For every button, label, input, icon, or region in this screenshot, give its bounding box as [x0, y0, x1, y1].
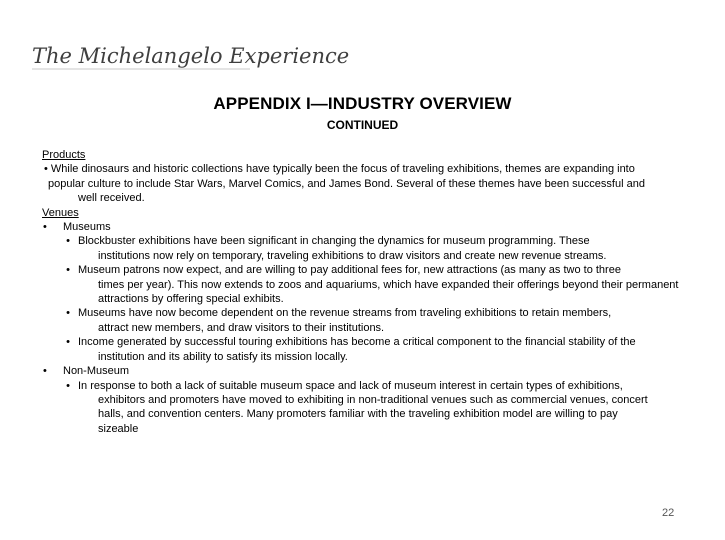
- bullet-glyph: •: [66, 307, 70, 320]
- products-paragraph-3: well received.: [78, 192, 145, 205]
- museums-item: [42, 220, 682, 234]
- list-item-text: Blockbuster exhibitions have been significant in changing the dynamics for museum programming. These: [78, 235, 590, 248]
- list-item-continuation: exhibitors and promoters have moved to exhibiting in non-traditional venues such as commercial venues, concert: [98, 393, 648, 406]
- page-title: APPENDIX I—INDUSTRY OVERVIEW: [213, 94, 512, 113]
- bullet-glyph: •: [43, 365, 47, 378]
- non-museum-points-list: [42, 379, 682, 437]
- non-museum-item: [42, 364, 682, 378]
- page-subtitle: CONTINUED: [326, 118, 399, 132]
- list-item-continuation: attract new members, and draw visitors to their institutions.: [98, 321, 385, 334]
- list-item: [66, 306, 682, 320]
- museums-label: Museums: [63, 221, 111, 234]
- michelangelo-experience-logo: [30, 38, 350, 74]
- products-heading: Products: [42, 149, 86, 161]
- bullet-glyph: •: [66, 235, 70, 248]
- bullet-glyph: •: [43, 221, 47, 234]
- venues-heading: Venues: [42, 206, 79, 219]
- list-item-text: In response to both a lack of suitable museum space and lack of museum interest in certain types of exhibitions,: [78, 379, 623, 392]
- products-paragraph-2: popular culture to include Star Wars, Marvel Comics, and James Bond. Several of these themes have been successful and: [48, 177, 645, 190]
- svg-text:The Michelangelo Experience: The Michelangelo Experience: [32, 44, 350, 68]
- list-item-text: Income generated by successful touring exhibitions has become a critical component to the financial stability of the: [78, 336, 636, 349]
- bullet-glyph: •: [44, 163, 48, 176]
- list-item-continuation: institutions now rely on temporary, traveling exhibitions to draw visitors and create new revenue streams.: [98, 249, 607, 262]
- list-item-continuation: institution and its ability to satisfy its mission locally.: [98, 350, 348, 363]
- list-item: [66, 234, 682, 248]
- list-item-continuation: times per year). This now extends to zoos and aquariums, which have expanded their offerings beyond their permanent attractions by offering special exhibits.: [98, 278, 679, 306]
- bullet-glyph: •: [66, 379, 70, 392]
- products-paragraph: [44, 162, 682, 176]
- list-item-text: Museum patrons now expect, and are willing to pay additional fees for, new attractions (as many as two to three: [78, 264, 621, 277]
- products-text-1: While dinosaurs and historic collections have typically been the focus of traveling exhibitions, themes are expanding into: [47, 163, 635, 176]
- list-item: [66, 263, 682, 277]
- list-item-continuation: halls, and convention centers. Many promoters familiar with the traveling exhibition model are willing to pay sizeable: [98, 408, 618, 435]
- list-item: [66, 335, 682, 349]
- bullet-glyph: •: [66, 264, 70, 277]
- museum-points-list: [42, 234, 682, 364]
- bullet-glyph: •: [66, 336, 70, 349]
- document-body: [42, 148, 682, 436]
- non-museum-label: Non-Museum: [63, 365, 130, 378]
- list-item: [66, 379, 682, 393]
- page-number: 22: [662, 507, 675, 519]
- list-item-text: Museums have now become dependent on the revenue streams from traveling exhibitions to retain members,: [78, 307, 612, 320]
